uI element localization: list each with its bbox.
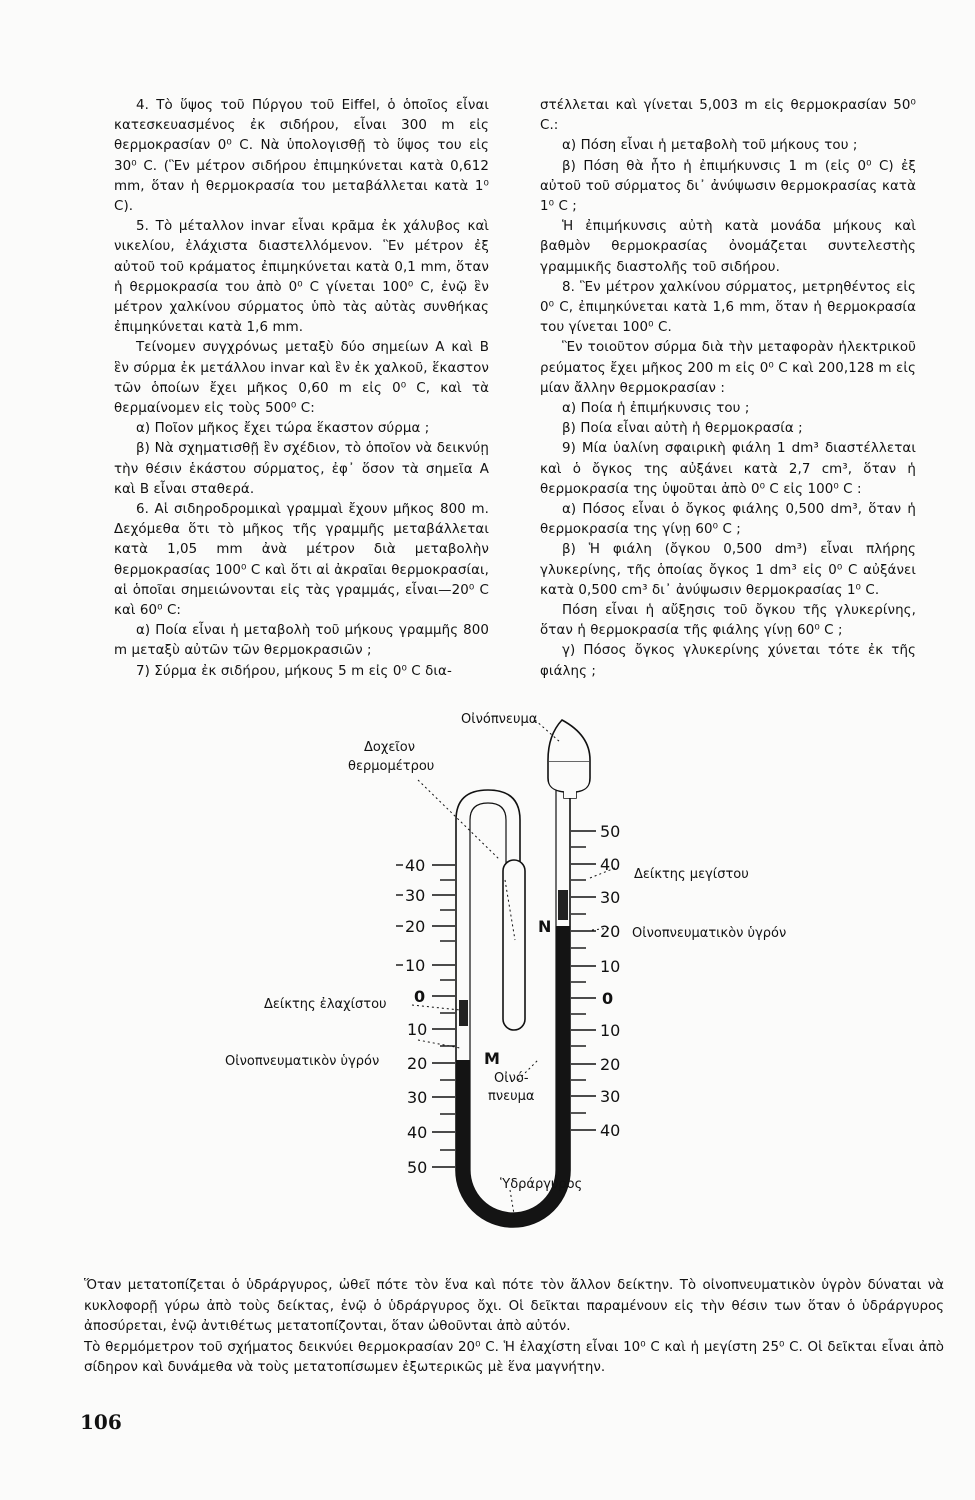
left-scale-label: 40	[405, 856, 426, 875]
problem-5-continued: Τείνομεν συγχρόνως μεταξὺ δύο σημείων Α καὶ Β ἓν σύρμα ἐκ μετάλλου invar καὶ ἓν ἐκ χαλκοῦ, ἕκαστον τῶν ὁποίων ἔχει μῆκος 0,60 m εἰς 0⁰ C, καὶ τὰ θερμαίνομεν εἰς τοὺς 500⁰ C:	[114, 340, 489, 417]
label-alcohol-mid-line1: Οἰνό-	[494, 1071, 529, 1086]
right-scale-label: 0	[602, 989, 614, 1008]
left-scale-label: 30	[407, 1088, 428, 1107]
problem-9-question-b-continued: Πόση εἶναι ἡ αὔξησις τοῦ ὄγκου τῆς γλυκερίνης, ὅταν ἡ θερμοκρασία τῆς φιάλης γίνῃ 60⁰ C ;	[540, 603, 916, 639]
left-scale	[432, 865, 455, 1167]
left-scale-label: 40	[407, 1123, 428, 1142]
page-number: 106	[80, 1410, 122, 1434]
right-scale-label: 40	[600, 855, 621, 874]
left-scale-label: 10	[405, 956, 426, 975]
problem-8-continued: Ἓν τοιοῦτον σύρμα διὰ τὴν μεταφορὰν ἠλεκτρικοῦ ρεύματος ἔχει μῆκος 200 m εἰς 0⁰ C καὶ 200,128 m εἰς μίαν ἄλλην θερμοκρασίαν :	[540, 340, 916, 396]
label-alcohol-liquid-right: Οἰνοπνευματικὸν ὑγρόν	[632, 926, 787, 941]
caption-paragraph: Ὅταν μετατοπίζεται ὁ ὑδράργυρος, ὠθεῖ πότε τὸν ἕνα καὶ πότε τὸν ἄλλον δείκτην. Τὸ οἰνοπνευματικὸν ὑγρὸν δύναται νὰ κυκλοφορῇ γύρω ἀπὸ τοὺς δείκτας, ἐνῷ ὁ ὑδράργυρος ὄχι. Οἱ δεῖκται παραμένουν εἰς τὴν θέσιν των ὅταν ὁ ὑδράργυρος ἀποσύρεται, ἐνῷ ἀντιθέτως μετατοπίζονται, ὅταν ὠθοῦνται ἀπὸ αὐτόν.	[84, 1278, 944, 1334]
problem-7-note: Ἡ ἐπιμήκυνσις αὐτὴ κατὰ μονάδα μήκους καὶ βαθμὸν θερμοκρασίας ὀνομάζεται συντελεστὴς γραμμικῆς διαστολῆς τοῦ σιδήρου.	[540, 219, 916, 275]
label-alcohol-liquid-left: Οἰνοπνευματικὸν ὑγρόν	[225, 1054, 380, 1069]
label-mercury: Ὑδράργυρος	[500, 1177, 583, 1192]
max-index-marker	[558, 890, 568, 920]
problem-7-question-b: β) Πόση θὰ ἦτο ἡ ἐπιμήκυνσις 1 m (εἰς 0⁰ C) ἐξ αὐτοῦ τοῦ σύρματος δι᾽ ἀνύψωσιν θερμοκρασίας κατὰ 1⁰ C ;	[540, 158, 916, 215]
problem-8-question-b: β) Ποία εἶναι αὐτὴ ἡ θερμοκρασία ;	[562, 421, 803, 437]
problem-6-question-a: α) Ποία εἶναι ἡ μεταβολὴ τοῦ μήκους γραμμῆς 800 m μεταξὺ αὐτῶν τῶν θερμοκρασιῶν ;	[114, 623, 489, 659]
right-scale-label: 40	[600, 1121, 621, 1140]
problem-6: 6. Αἱ σιδηροδρομικαὶ γραμμαὶ ἔχουν μῆκος 800 m. Δεχόμεθα ὅτι τὸ μῆκος τῆς γραμμῆς μεταβάλλεται κατὰ 1,05 mm ἀνὰ μέτρον διὰ μεταβολὴν θερμοκρασίας 100⁰ C καὶ ὅτι αἱ ἀκραῖαι θερμοκρασίαι, αἱ ὁποῖαι σημειώνονται εἰς τὰς γραμμάς, εἶναι—20⁰ C καὶ 60⁰ C:	[114, 502, 489, 619]
problem-5-question-b: β) Νὰ σχηματισθῇ ἓν σχέδιον, τὸ ὁποῖον νὰ δεικνύῃ τὴν θέσιν ἑκάστου σύρματος, ἐφ᾽ ὅσον τὰ σημεῖα Α καὶ Β εἶναι σταθερά.	[114, 441, 489, 497]
right-text-column	[540, 96, 916, 682]
right-scale-label: 30	[600, 1087, 621, 1106]
left-scale-label: 30	[405, 886, 426, 905]
label-alcohol-mid-line2: πνευμα	[488, 1089, 535, 1104]
problem-7-question-a: α) Πόση εἶναι ἡ μεταβολὴ τοῦ μήκους του ;	[562, 138, 858, 154]
label-min-index: Δείκτης ἐλαχίστου	[264, 997, 387, 1012]
right-scale-label: 10	[600, 957, 621, 976]
problem-5-question-a: α) Ποῖον μῆκος ἔχει τώρα ἕκαστον σύρμα ;	[136, 421, 430, 437]
problem-9-question-b: β) Ἡ φιάλη (ὄγκου 0,500 dm³) εἶναι πλήρης γλυκερίνης, τῆς ὁποίας ὄγκος 1 dm³ εἰς 0⁰ C αὐξάνει κατὰ 0,500 cm³ δι᾽ ἀνύψωσιν θερμοκρασίας 1⁰ C.	[540, 542, 916, 598]
letter-m: M	[484, 1049, 500, 1068]
thermometer-figure	[0, 700, 975, 1270]
left-scale-label: 50	[407, 1158, 428, 1177]
left-text-column	[114, 96, 489, 682]
label-reservoir-line1: Δοχεῖον	[364, 740, 415, 755]
problem-9-question-a: α) Πόσος εἶναι ὁ ὄγκος φιάλης 0,500 dm³, ὅταν ἡ θερμοκρασία της γίνῃ 60⁰ C ;	[540, 502, 916, 538]
left-arm-loop-inner	[470, 803, 506, 875]
caption-paragraph: Τὸ θερμόμετρον τοῦ σχήματος δεικνύει θερμοκρασίαν 20⁰ C. Ἡ ἐλαχίστη εἶναι 10⁰ C καὶ ἡ μεγίστη 25⁰ C. Οἱ δεῖκται εἶναι ἀπὸ σίδηρον καὶ δυνάμεθα νὰ τοὺς μετατοπίσωμεν ἐξωτερικῶς μὲ ἕνα μαγνήτην.	[84, 1339, 944, 1375]
right-scale-label: 20	[600, 922, 621, 941]
right-scale-label: 10	[600, 1021, 621, 1040]
right-scale-label: 30	[600, 888, 621, 907]
left-scale-label: 10	[407, 1020, 428, 1039]
problem-8: 8. Ἓν μέτρον χαλκίνου σύρματος, μετρηθέντος εἰς 0⁰ C, ἐπιμηκύνεται κατὰ 1,6 mm, ὅταν ἡ θερμοκρασία του γίνεται 100⁰ C.	[540, 279, 916, 336]
problem-8-question-a: α) Ποία ἡ ἐπιμήκυνσις του ;	[562, 401, 750, 417]
min-index-marker	[459, 1000, 468, 1026]
right-scale-label: 50	[600, 822, 621, 841]
figure-caption	[84, 1276, 944, 1379]
right-scale-label: 20	[600, 1055, 621, 1074]
left-scale-label: 20	[407, 1054, 428, 1073]
label-reservoir-line2: θερμομέτρου	[348, 759, 435, 774]
problem-7-start: 7) Σύρμα ἐκ σιδήρου, μήκους 5 m εἰς 0⁰ C δια-	[136, 663, 452, 679]
left-scale-label: 0	[414, 987, 426, 1006]
letter-n: N	[538, 917, 552, 936]
problem-7-end: στέλλεται καὶ γίνεται 5,003 m εἰς θερμοκρασίαν 50⁰ C.:	[540, 98, 916, 134]
problem-4: 4. Τὸ ὕψος τοῦ Πύργου τοῦ Eiffel, ὁ ὁποῖος εἶναι κατεσκευασμένος ἐκ σιδήρου, εἶναι 300 m εἰς θερμοκρασίαν 0⁰ C. Νὰ ὑπολογισθῇ τὸ ὕψος του εἰς 30⁰ C. (Ἓν μέτρον σιδήρου ἐπιμηκύνεται κατὰ 0,612 mm, ὅταν ἡ θερμοκρασία του μεταβάλλεται κατὰ 1⁰ C).	[114, 98, 489, 215]
problem-5: 5. Τὸ μέταλλον invar εἶναι κρᾶμα ἐκ χάλυβος καὶ νικελίου, ἐλάχιστα διαστελλόμενον. Ἓν μέτρον ἐξ αὐτοῦ τοῦ κράματος ἐπιμηκύνεται κατὰ 0,1 mm, ὅταν ἡ θερμοκρασία του ἀπὸ 0⁰ C γίνεται 100⁰ C, ἐνῷ ἓν μέτρον χαλκίνου σύρματος ὑπὸ τὰς αὐτὰς συνθήκας ἐπιμηκύνεται κατὰ 1,6 mm.	[114, 219, 489, 336]
label-max-index: Δείκτης μεγίστου	[634, 867, 749, 882]
problem-9: 9) Μία ὑαλίνη σφαιρικὴ φιάλη 1 dm³ διαστέλλεται καὶ ὁ ὄγκος της αὐξάνει κατὰ 2,7 cm³, ὅταν ἡ θερμοκρασία της ὑψοῦται ἀπὸ 0⁰ C εἰς 100⁰ C :	[540, 441, 916, 497]
left-scale-label: 20	[405, 917, 426, 936]
right-scale	[571, 831, 596, 1130]
problem-9-question-c: γ) Πόσος ὄγκος γλυκερίνης χύνεται τότε ἐκ τῆς φιάλης ;	[540, 643, 916, 679]
label-alcohol-top: Οἰνόπνευμα	[461, 712, 538, 727]
